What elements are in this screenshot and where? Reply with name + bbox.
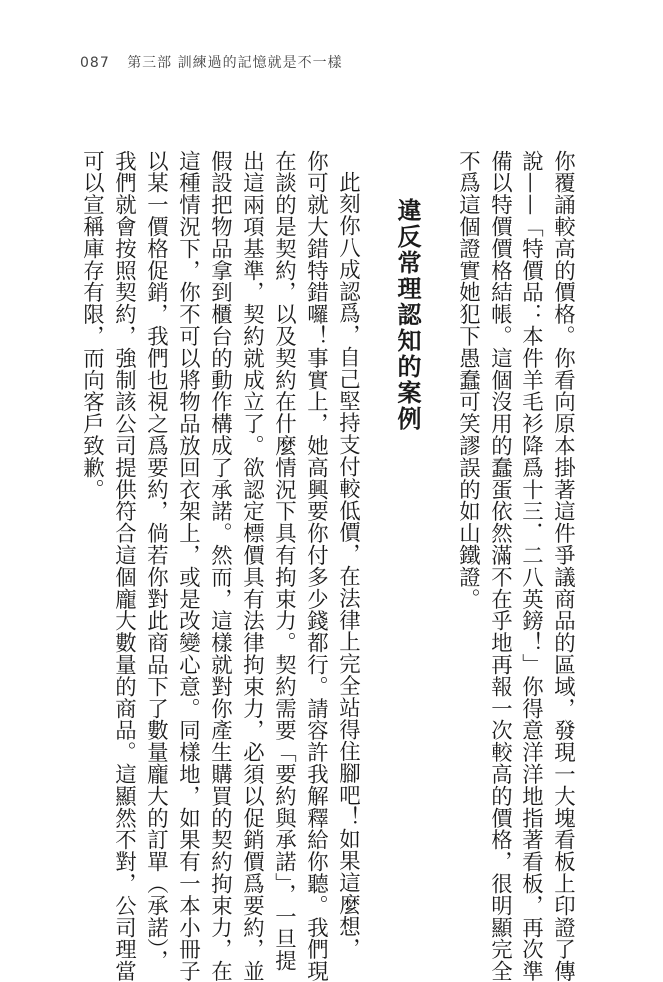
text-column: 以某一價格促銷，我們也視之爲要約，倘若你對此商品下了數量龐大的訂單（承諾），: [143, 150, 169, 972]
text-column: 你可就大錯特錯囉！事實上，她高興要你付多少錢都行。請容許我解釋給你聽。我們現: [303, 150, 329, 982]
chapter-title: 訓練過的記憶就是不一樣: [177, 55, 343, 71]
text-column: 出這兩項基準，契約就成立了。欲認定標價具有法律拘束力，必須以促銷價爲要約，並: [239, 150, 265, 982]
text-column: 備以特價價格結帳。這個沒用的蠢蛋依然滿不在乎地再報一次較高的價格，很明顯完全: [487, 150, 513, 982]
text-column: 可以宣稱庫存有限，而向客戶致歉。: [79, 150, 105, 501]
text-column: 你覆誦較高的價格。你看向原本掛著這件爭議商品的區域，發現一大塊看板上印證了傳: [550, 150, 576, 982]
text-column: 在談的是契約，以及契約在什麼情況下具有拘束力。契約需要「要約與承諾」，一旦提: [271, 150, 297, 972]
text-column: 此刻你八成認爲，自己堅持支付較低價，在法律上完全站得住腳吧！如果這麼想，: [335, 171, 361, 960]
page-number: 087: [80, 55, 110, 71]
text-column: 我們就會按照契約，強制該公司提供符合這個龐大數量的商品。這顯然不對，公司理當: [111, 150, 137, 982]
text-column: 不爲這個證實她犯下愚蠢可笑謬誤的如山鐵證。: [455, 150, 481, 610]
text-column: 這種情況下，你不可以將物品放回衣架上，或是改變心意。同樣地，如果有一本小冊子: [175, 150, 201, 982]
text-column: 說——「特價品：本件羊毛衫降爲十三．二八英鎊！」你得意洋洋地指著看板，再次準: [518, 150, 544, 982]
text-column: 假設把物品拿到櫃台的動作構成了承諾。然而，這樣就對你產生購買的契約拘束力，在: [207, 150, 233, 982]
running-head: [80, 52, 343, 72]
section-heading: 違反常理認知的案例: [393, 198, 421, 432]
part-label: 第三部: [127, 55, 173, 71]
